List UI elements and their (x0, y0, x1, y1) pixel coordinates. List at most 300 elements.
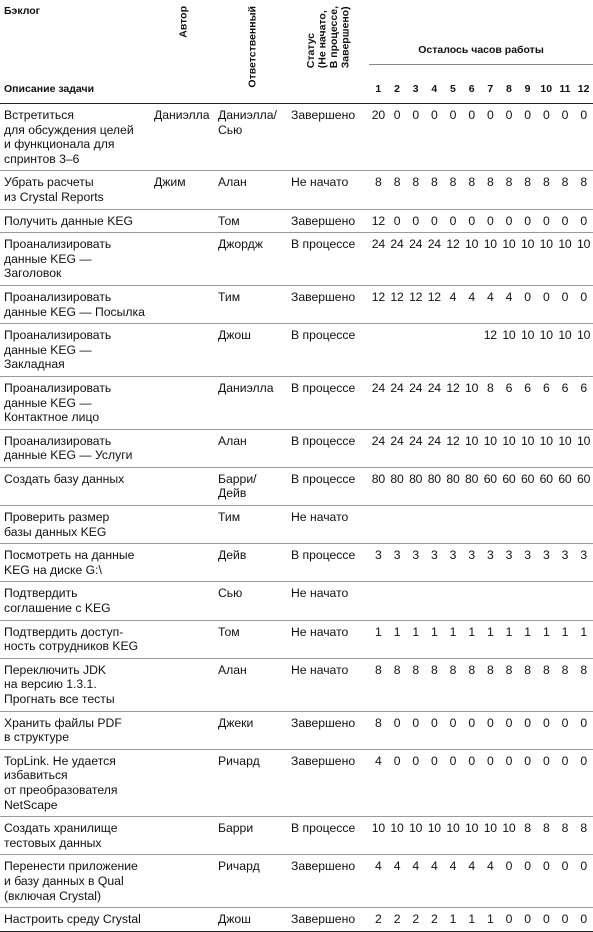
hours-remaining-day-12: 8 (574, 171, 593, 209)
hours-remaining-day-11: 6 (556, 376, 575, 429)
task-author: Джим (152, 171, 216, 209)
hours-remaining-day-11: 10 (556, 324, 575, 377)
hours-remaining-day-3: 0 (406, 104, 425, 171)
hours-remaining-day-2 (388, 506, 407, 544)
hours-remaining-day-9: 0 (518, 711, 537, 749)
task-description: Встретиться для обсуждения целей и функционала для спринтов 3–6 (0, 104, 152, 171)
hours-remaining-day-7: 0 (481, 209, 500, 233)
hours-remaining-day-5: 8 (444, 171, 463, 209)
hours-remaining-day-2: 4 (388, 855, 407, 908)
hours-remaining-day-1: 4 (369, 749, 388, 816)
task-status: В процессе (289, 233, 369, 286)
task-description: Получить данные KEG (0, 209, 152, 233)
hours-remaining-day-9: 60 (518, 467, 537, 505)
hours-remaining-day-4 (425, 506, 444, 544)
hours-remaining-day-2: 24 (388, 376, 407, 429)
hours-remaining-day-8: 0 (500, 749, 519, 816)
task-description: Создать базу данных (0, 467, 152, 505)
hours-remaining-day-4: 0 (425, 104, 444, 171)
hours-remaining-day-2: 12 (388, 285, 407, 323)
task-author (152, 658, 216, 711)
column-header-responsible-cell (216, 0, 289, 104)
table-row (0, 855, 593, 908)
hours-remaining-day-8 (500, 506, 519, 544)
hours-remaining-day-11 (556, 582, 575, 620)
hours-remaining-day-2: 0 (388, 104, 407, 171)
table-row (0, 711, 593, 749)
hours-remaining-day-9: 10 (518, 429, 537, 467)
task-responsible: Алан (216, 429, 289, 467)
hours-remaining-day-4 (425, 324, 444, 377)
hours-remaining-day-1 (369, 324, 388, 377)
hours-remaining-day-8: 0 (500, 908, 519, 932)
task-status: Завершено (289, 908, 369, 932)
hours-remaining-day-10: 3 (537, 544, 556, 582)
hours-remaining-day-2: 8 (388, 658, 407, 711)
hours-remaining-day-5: 3 (444, 544, 463, 582)
hours-remaining-day-1: 3 (369, 544, 388, 582)
column-header-hour-2: 2 (388, 65, 407, 104)
hours-remaining-day-11: 0 (556, 908, 575, 932)
hours-remaining-day-2: 24 (388, 429, 407, 467)
task-status: В процессе (289, 376, 369, 429)
task-author (152, 376, 216, 429)
table-row (0, 233, 593, 286)
hours-remaining-day-2: 80 (388, 467, 407, 505)
hours-remaining-day-12: 60 (574, 467, 593, 505)
hours-remaining-day-4: 8 (425, 658, 444, 711)
task-status: Завершено (289, 104, 369, 171)
hours-remaining-day-8: 8 (500, 171, 519, 209)
hours-remaining-day-9: 0 (518, 749, 537, 816)
hours-remaining-day-10: 0 (537, 209, 556, 233)
hours-remaining-day-10 (537, 582, 556, 620)
task-author (152, 855, 216, 908)
task-author: Даниэлла (152, 104, 216, 171)
hours-remaining-day-10: 6 (537, 376, 556, 429)
task-responsible: Том (216, 209, 289, 233)
hours-remaining-day-3: 4 (406, 855, 425, 908)
hours-remaining-day-11: 3 (556, 544, 575, 582)
table-row (0, 817, 593, 855)
task-description: Посмотреть на данные KEG на диске G:\ (0, 544, 152, 582)
hours-remaining-day-7 (481, 582, 500, 620)
task-description: Подтвердить соглашение с KEG (0, 582, 152, 620)
hours-remaining-day-10: 0 (537, 104, 556, 171)
task-author (152, 467, 216, 505)
column-header-hour-3: 3 (406, 65, 425, 104)
table-row (0, 467, 593, 505)
hours-remaining-day-9: 6 (518, 376, 537, 429)
hours-remaining-day-6: 8 (462, 171, 481, 209)
hours-remaining-day-3: 3 (406, 544, 425, 582)
hours-remaining-day-12: 8 (574, 658, 593, 711)
hours-remaining-day-7: 8 (481, 171, 500, 209)
task-status: Завершено (289, 209, 369, 233)
task-responsible: Алан (216, 171, 289, 209)
task-description: Создать хранилище тестовых данных (0, 817, 152, 855)
hours-remaining-day-10: 10 (537, 429, 556, 467)
task-responsible: Дейв (216, 544, 289, 582)
task-responsible: Джош (216, 908, 289, 932)
task-status: В процессе (289, 429, 369, 467)
task-responsible: Сью (216, 582, 289, 620)
hours-remaining-day-8: 1 (500, 620, 519, 658)
table-row (0, 104, 593, 171)
hours-remaining-day-6: 4 (462, 285, 481, 323)
hours-remaining-day-2: 1 (388, 620, 407, 658)
hours-remaining-day-5: 12 (444, 429, 463, 467)
hours-remaining-day-8: 4 (500, 285, 519, 323)
hours-remaining-day-9: 8 (518, 171, 537, 209)
hours-remaining-day-12: 0 (574, 855, 593, 908)
hours-remaining-day-6: 80 (462, 467, 481, 505)
hours-remaining-day-4: 8 (425, 171, 444, 209)
hours-remaining-day-6: 10 (462, 429, 481, 467)
hours-remaining-day-1: 80 (369, 467, 388, 505)
hours-remaining-day-12: 0 (574, 908, 593, 932)
hours-remaining-day-1 (369, 582, 388, 620)
hours-remaining-day-4: 0 (425, 711, 444, 749)
task-responsible: Даниэлла/ Сью (216, 104, 289, 171)
hours-remaining-day-1: 8 (369, 711, 388, 749)
hours-remaining-day-4: 0 (425, 209, 444, 233)
hours-remaining-day-12: 0 (574, 104, 593, 171)
task-description: Хранить файлы PDF в структуре (0, 711, 152, 749)
hours-remaining-day-5: 0 (444, 209, 463, 233)
hours-remaining-day-5: 1 (444, 620, 463, 658)
table-row (0, 749, 593, 816)
hours-remaining-day-8 (500, 582, 519, 620)
hours-remaining-day-12: 8 (574, 817, 593, 855)
task-author (152, 817, 216, 855)
hours-remaining-day-7: 8 (481, 658, 500, 711)
table-row (0, 506, 593, 544)
column-header-hour-8: 8 (500, 65, 519, 104)
hours-remaining-day-11: 0 (556, 104, 575, 171)
hours-remaining-day-2: 0 (388, 749, 407, 816)
hours-remaining-day-6: 10 (462, 817, 481, 855)
hours-remaining-day-5: 80 (444, 467, 463, 505)
column-header-hour-10: 10 (537, 65, 556, 104)
hours-remaining-day-6: 10 (462, 233, 481, 286)
hours-remaining-day-10: 8 (537, 817, 556, 855)
task-responsible: Барри/ Дейв (216, 467, 289, 505)
hours-remaining-day-12: 6 (574, 376, 593, 429)
table-header (0, 0, 593, 104)
column-header-hour-12: 12 (574, 65, 593, 104)
hours-remaining-day-7: 60 (481, 467, 500, 505)
hours-remaining-day-4: 10 (425, 817, 444, 855)
column-header-author-cell (152, 0, 216, 104)
hours-remaining-day-12: 0 (574, 209, 593, 233)
hours-remaining-day-8: 10 (500, 429, 519, 467)
hours-remaining-day-4: 24 (425, 233, 444, 286)
hours-remaining-day-7: 10 (481, 233, 500, 286)
hours-remaining-day-5: 4 (444, 285, 463, 323)
hours-remaining-day-9: 0 (518, 285, 537, 323)
table-body (0, 104, 593, 932)
hours-remaining-day-12: 10 (574, 324, 593, 377)
hours-remaining-day-3: 0 (406, 711, 425, 749)
hours-remaining-day-5 (444, 324, 463, 377)
task-responsible: Джеки (216, 711, 289, 749)
hours-remaining-day-2: 3 (388, 544, 407, 582)
task-responsible: Даниэлла (216, 376, 289, 429)
hours-remaining-day-5: 1 (444, 908, 463, 932)
task-description: Проанализировать данные KEG — Посылка (0, 285, 152, 323)
task-author (152, 429, 216, 467)
task-description: Убрать расчеты из Crystal Reports (0, 171, 152, 209)
hours-remaining-day-4: 1 (425, 620, 444, 658)
column-header-hour-1: 1 (369, 65, 388, 104)
hours-remaining-day-3 (406, 582, 425, 620)
hours-remaining-day-6: 8 (462, 658, 481, 711)
hours-remaining-day-2: 10 (388, 817, 407, 855)
hours-remaining-day-2 (388, 582, 407, 620)
hours-remaining-day-6: 4 (462, 855, 481, 908)
hours-remaining-day-1: 24 (369, 376, 388, 429)
task-status: В процессе (289, 817, 369, 855)
hours-remaining-day-12 (574, 582, 593, 620)
table-row (0, 285, 593, 323)
hours-remaining-day-12 (574, 506, 593, 544)
hours-remaining-day-8: 0 (500, 855, 519, 908)
task-description: Проанализировать данные KEG — Закладная (0, 324, 152, 377)
hours-remaining-day-7: 10 (481, 429, 500, 467)
table-row (0, 582, 593, 620)
hours-remaining-day-2: 0 (388, 711, 407, 749)
hours-remaining-day-3 (406, 506, 425, 544)
task-description: Переключить JDK на версию 1.3.1. Прогнать все тесты (0, 658, 152, 711)
task-description: Проверить размер базы данных KEG (0, 506, 152, 544)
task-description: Перенести приложение и базу данных в Qual (включая Crystal) (0, 855, 152, 908)
table-row (0, 544, 593, 582)
column-header-hour-9: 9 (518, 65, 537, 104)
hours-remaining-day-4: 2 (425, 908, 444, 932)
hours-remaining-day-8: 10 (500, 817, 519, 855)
hours-remaining-day-3: 8 (406, 658, 425, 711)
hours-remaining-day-4: 0 (425, 749, 444, 816)
hours-remaining-day-2: 8 (388, 171, 407, 209)
column-header-status-cell (289, 0, 369, 104)
task-description: Подтвердить доступ- ность сотрудников KEG (0, 620, 152, 658)
task-author (152, 233, 216, 286)
hours-remaining-day-3: 0 (406, 209, 425, 233)
hours-remaining-day-12: 1 (574, 620, 593, 658)
hours-remaining-day-4: 4 (425, 855, 444, 908)
hours-remaining-day-5: 4 (444, 855, 463, 908)
hours-remaining-day-11: 10 (556, 233, 575, 286)
hours-remaining-day-10: 60 (537, 467, 556, 505)
hours-remaining-day-6: 3 (462, 544, 481, 582)
hours-remaining-day-12: 0 (574, 711, 593, 749)
column-header-hour-11: 11 (556, 65, 575, 104)
hours-remaining-day-10: 0 (537, 711, 556, 749)
hours-remaining-day-9: 10 (518, 233, 537, 286)
hours-remaining-day-12: 3 (574, 544, 593, 582)
hours-remaining-day-6: 0 (462, 209, 481, 233)
hours-remaining-day-3: 0 (406, 749, 425, 816)
task-status: Не начато (289, 582, 369, 620)
hours-remaining-day-4: 3 (425, 544, 444, 582)
task-status: В процессе (289, 467, 369, 505)
header-description-cell (0, 0, 152, 104)
hours-remaining-day-1: 4 (369, 855, 388, 908)
table-row (0, 429, 593, 467)
hours-remaining-day-5: 10 (444, 817, 463, 855)
task-responsible: Джордж (216, 233, 289, 286)
task-responsible: Ричард (216, 855, 289, 908)
hours-remaining-day-3: 8 (406, 171, 425, 209)
column-header-responsible: Ответственный (245, 6, 258, 88)
column-header-hours-remaining: Осталось часов работы (369, 0, 593, 65)
task-status: Не начато (289, 620, 369, 658)
hours-remaining-day-7: 0 (481, 711, 500, 749)
hours-remaining-day-7: 1 (481, 908, 500, 932)
task-author (152, 582, 216, 620)
task-description: Проанализировать данные KEG — Контактное лицо (0, 376, 152, 429)
hours-remaining-day-8: 3 (500, 544, 519, 582)
column-header-status: Статус (Не начато, В процессе, Завершено) (305, 6, 352, 69)
table-row (0, 658, 593, 711)
task-status: Завершено (289, 711, 369, 749)
hours-remaining-day-8: 0 (500, 209, 519, 233)
task-status: Завершено (289, 855, 369, 908)
task-author (152, 285, 216, 323)
hours-remaining-day-10: 0 (537, 855, 556, 908)
hours-remaining-day-2: 0 (388, 209, 407, 233)
hours-remaining-day-10: 8 (537, 171, 556, 209)
hours-remaining-day-5: 8 (444, 658, 463, 711)
hours-remaining-day-9: 3 (518, 544, 537, 582)
hours-remaining-day-3 (406, 324, 425, 377)
hours-remaining-day-11: 8 (556, 171, 575, 209)
column-header-description: Описание задачи (4, 83, 95, 96)
hours-remaining-day-6 (462, 582, 481, 620)
hours-remaining-day-10: 10 (537, 233, 556, 286)
hours-remaining-day-12: 0 (574, 749, 593, 816)
hours-remaining-day-7: 1 (481, 620, 500, 658)
task-author (152, 908, 216, 932)
hours-remaining-day-6: 10 (462, 376, 481, 429)
hours-remaining-day-9: 1 (518, 620, 537, 658)
hours-remaining-day-9: 10 (518, 324, 537, 377)
hours-remaining-day-9: 0 (518, 855, 537, 908)
task-author (152, 749, 216, 816)
hours-remaining-day-3: 12 (406, 285, 425, 323)
hours-remaining-day-6: 0 (462, 711, 481, 749)
task-author (152, 711, 216, 749)
hours-remaining-day-1 (369, 506, 388, 544)
hours-remaining-day-10: 1 (537, 620, 556, 658)
hours-remaining-day-8: 6 (500, 376, 519, 429)
hours-remaining-day-1: 24 (369, 429, 388, 467)
hours-remaining-day-5 (444, 582, 463, 620)
hours-remaining-day-1: 10 (369, 817, 388, 855)
hours-remaining-day-1: 2 (369, 908, 388, 932)
hours-remaining-day-11: 0 (556, 855, 575, 908)
hours-remaining-day-2 (388, 324, 407, 377)
hours-remaining-day-5: 12 (444, 376, 463, 429)
hours-remaining-day-3: 24 (406, 429, 425, 467)
hours-remaining-day-1: 20 (369, 104, 388, 171)
hours-remaining-day-5: 0 (444, 749, 463, 816)
hours-remaining-day-8: 10 (500, 233, 519, 286)
task-status: Не начато (289, 658, 369, 711)
hours-remaining-day-10: 0 (537, 749, 556, 816)
hours-remaining-day-1: 1 (369, 620, 388, 658)
task-responsible: Тим (216, 506, 289, 544)
hours-remaining-day-10: 0 (537, 285, 556, 323)
hours-remaining-day-9: 0 (518, 908, 537, 932)
hours-remaining-day-7: 8 (481, 376, 500, 429)
hours-remaining-day-11: 0 (556, 285, 575, 323)
task-status: Завершено (289, 749, 369, 816)
column-header-hour-7: 7 (481, 65, 500, 104)
hours-remaining-day-8: 0 (500, 104, 519, 171)
hours-remaining-day-1: 24 (369, 233, 388, 286)
hours-remaining-day-6: 0 (462, 749, 481, 816)
hours-remaining-day-5: 12 (444, 233, 463, 286)
hours-remaining-day-3: 2 (406, 908, 425, 932)
table-row (0, 209, 593, 233)
task-description: Настроить среду Crystal (0, 908, 152, 932)
task-status: В процессе (289, 324, 369, 377)
hours-remaining-day-7: 10 (481, 817, 500, 855)
hours-remaining-day-12: 0 (574, 285, 593, 323)
hours-remaining-day-1: 12 (369, 285, 388, 323)
task-status: Завершено (289, 285, 369, 323)
column-header-hour-5: 5 (444, 65, 463, 104)
hours-remaining-day-11: 8 (556, 658, 575, 711)
hours-remaining-day-11: 0 (556, 711, 575, 749)
hours-remaining-day-4 (425, 582, 444, 620)
task-responsible: Тим (216, 285, 289, 323)
hours-remaining-day-9 (518, 582, 537, 620)
hours-remaining-day-12: 10 (574, 429, 593, 467)
table-row (0, 908, 593, 932)
hours-remaining-day-8: 60 (500, 467, 519, 505)
hours-remaining-day-5: 0 (444, 104, 463, 171)
task-author (152, 209, 216, 233)
task-author (152, 620, 216, 658)
hours-remaining-day-4: 12 (425, 285, 444, 323)
column-header-author: Автор (177, 6, 190, 38)
table-row (0, 171, 593, 209)
column-header-hour-4: 4 (425, 65, 444, 104)
hours-remaining-day-11: 8 (556, 817, 575, 855)
task-description: Проанализировать данные KEG — Заголовок (0, 233, 152, 286)
task-status: В процессе (289, 544, 369, 582)
task-responsible: Джош (216, 324, 289, 377)
hours-remaining-day-11: 10 (556, 429, 575, 467)
hours-remaining-day-10: 0 (537, 908, 556, 932)
task-author (152, 544, 216, 582)
task-responsible: Барри (216, 817, 289, 855)
backlog-title: Бэклог (4, 5, 41, 17)
hours-remaining-day-8: 10 (500, 324, 519, 377)
hours-remaining-day-8: 8 (500, 658, 519, 711)
hours-remaining-day-2: 24 (388, 233, 407, 286)
hours-remaining-day-8: 0 (500, 711, 519, 749)
hours-remaining-day-2: 2 (388, 908, 407, 932)
hours-remaining-day-6: 1 (462, 620, 481, 658)
task-description: TopLink. Не удается избавиться от преобразователя NetScape (0, 749, 152, 816)
task-status: Не начато (289, 171, 369, 209)
hours-remaining-day-5 (444, 506, 463, 544)
hours-remaining-day-7: 4 (481, 855, 500, 908)
